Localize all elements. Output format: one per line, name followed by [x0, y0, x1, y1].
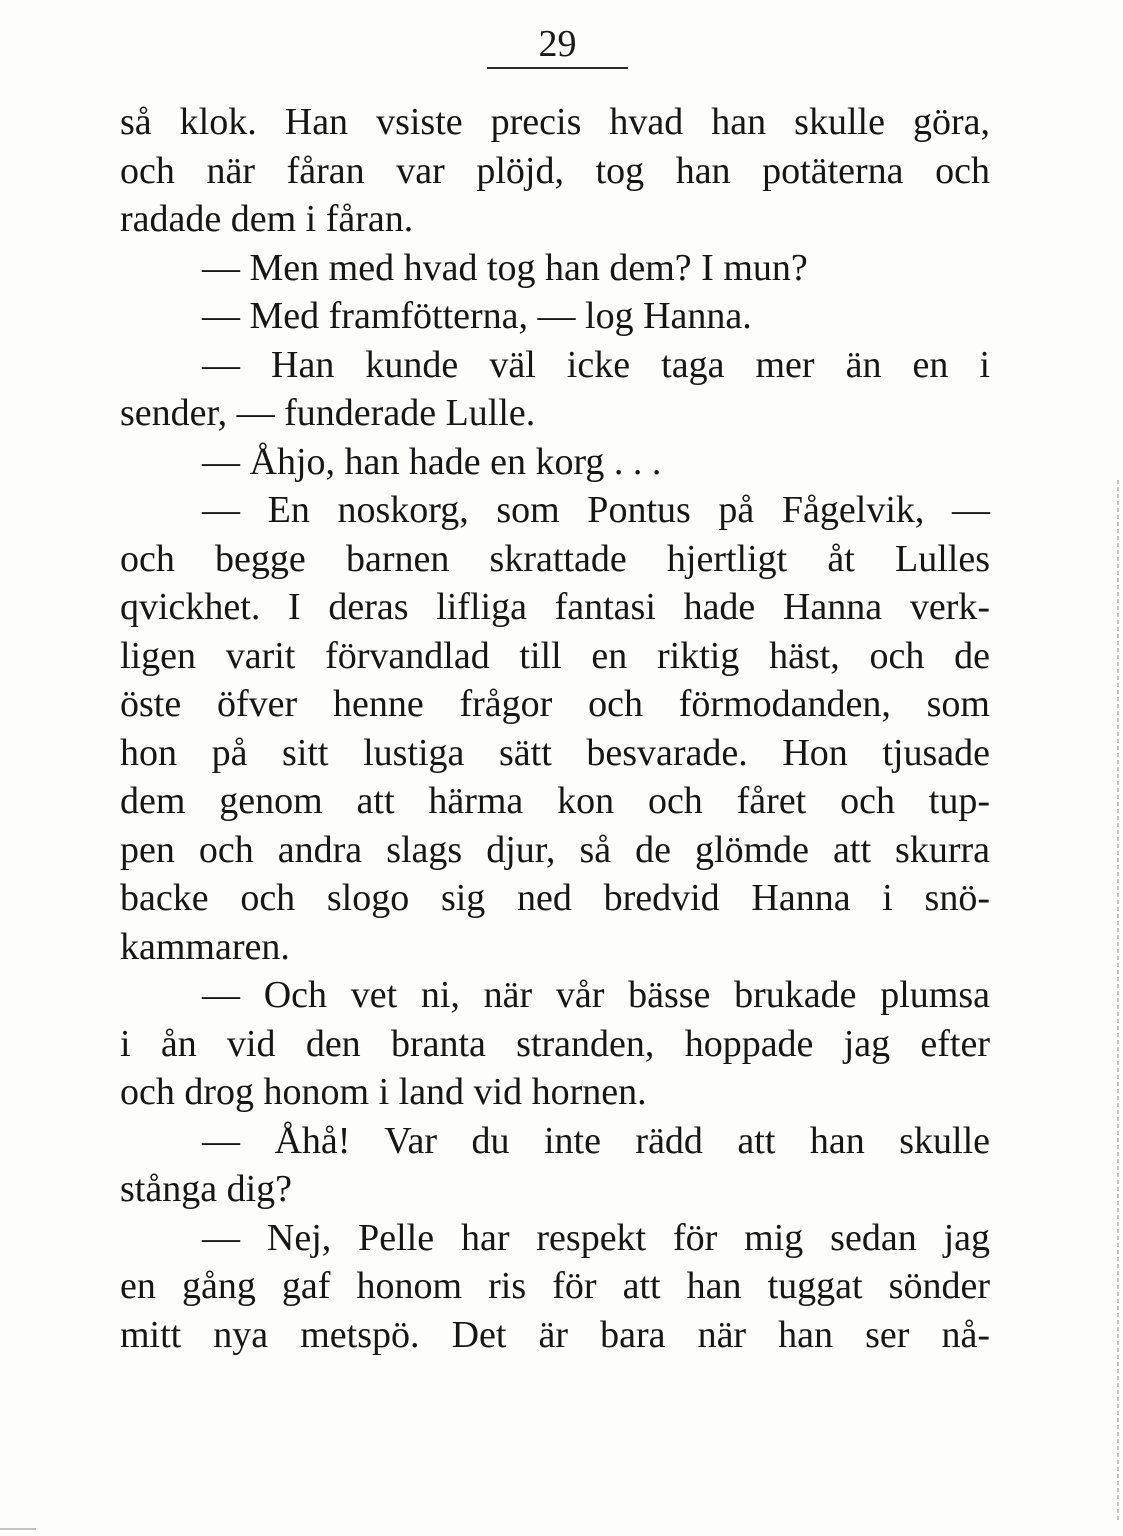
text-line: och när fåran var plöjd, tog han potäterna och [120, 150, 990, 192]
text-line: radade dem i fåran. [120, 198, 414, 240]
text-line: — Åhjo, han hade en korg . . . [202, 441, 662, 483]
text-line: så klok. Han vsiste precis hvad han skulle göra, [120, 101, 990, 143]
text-line: — Och vet ni, när vår bässe brukade plumsa [202, 974, 990, 1016]
text-line: — Men med hvad tog han dem? I mun? [202, 247, 808, 289]
text-line: — Nej, Pelle har respekt för mig sedan jag [202, 1217, 990, 1259]
text-line: mitt nya metspö. Det är bara när han ser nå- [120, 1314, 990, 1356]
page-number: 29 [538, 23, 577, 65]
text-line: i ån vid den branta stranden, hoppade jag efter [120, 1023, 990, 1065]
text-line: ligen varit förvandlad till en riktig häst, och de [120, 635, 990, 677]
text-line: pen och andra slags djur, så de glömde att skurra [120, 829, 990, 871]
text-line: kammaren. [120, 926, 290, 968]
text-line: och begge barnen skrattade hjertligt åt Lulles [120, 538, 990, 580]
scan-edge-shadow [1117, 480, 1119, 1520]
text-line: backe och slogo sig ned bredvid Hanna i snö- [120, 877, 990, 919]
text-line: hon på sitt lustiga sätt besvarade. Hon tjusade [120, 732, 990, 774]
text-line: — Han kunde väl icke taga mer än en i [202, 344, 990, 386]
text-line: öste öfver henne frågor och förmodanden, som [120, 683, 990, 725]
text-line: dem genom att härma kon och fåret och tup- [120, 780, 990, 822]
text-line: stånga dig? [120, 1168, 293, 1210]
text-line: en gång gaf honom ris för att han tuggat sönder [120, 1265, 990, 1307]
text-line: sender, — funderade Lulle. [120, 392, 536, 434]
text-line: och drog honom i land vid hornen. [120, 1071, 647, 1113]
text-line: — En noskorg, som Pontus på Fågelvik, — [202, 489, 990, 531]
scan-corner-mark [0, 1528, 36, 1530]
page-number-rule [487, 67, 628, 69]
text-line: — Med framfötterna, — log Hanna. [202, 295, 752, 337]
text-line: qvickhet. I deras lifliga fantasi hade Hanna verk- [120, 586, 990, 628]
text-line: — Åhå! Var du inte rädd att han skulle [202, 1120, 990, 1162]
